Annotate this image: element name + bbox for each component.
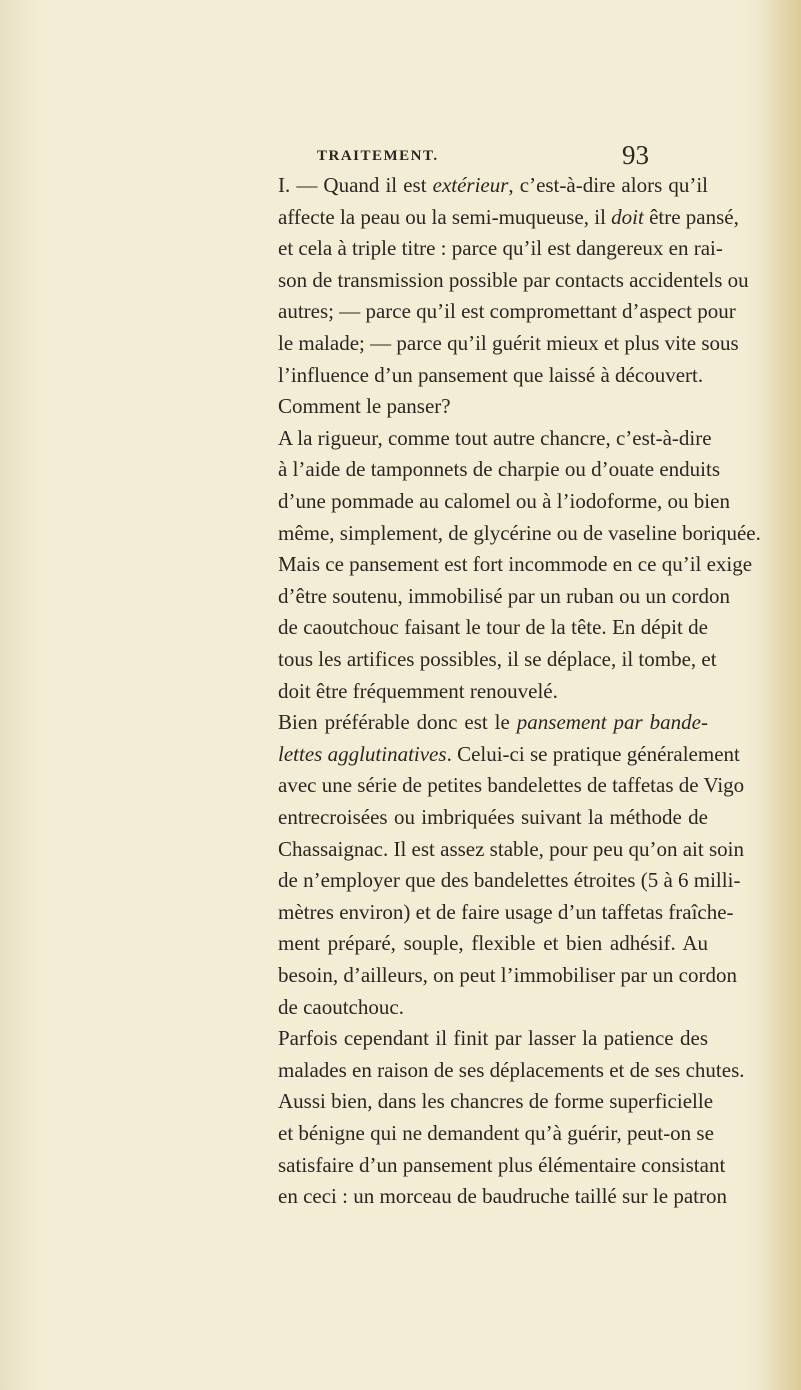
text-line (278, 518, 761, 548)
text-run: de caoutchouc faisant le tour de la tête. En dépit de (278, 615, 708, 640)
text-line (278, 1023, 708, 1053)
text-run: et cela à triple titre : parce qu’il est dangereux en rai- (278, 236, 723, 261)
text-run: en ceci : un morceau de baudruche taillé sur le patron (278, 1184, 727, 1209)
text-run: et bénigne qui ne demandent qu’à guérir, peut-on se (278, 1121, 714, 1145)
text-line (278, 1118, 714, 1148)
text-line (278, 676, 708, 706)
text-line (278, 612, 708, 642)
text-run: Mais ce pansement est fort incommode en ce qu’il exige (278, 552, 753, 577)
text-run: malades en raison de ses déplacements et de ses chutes. (278, 1057, 745, 1082)
text-run: Parfois cependant il finit par lasser la patience des (278, 1026, 708, 1051)
text-line (278, 644, 717, 674)
text-line (278, 1055, 745, 1085)
text-line (278, 265, 749, 295)
text-run: affecte la peau ou la semi-muqueuse, il (278, 204, 612, 229)
text-line (278, 391, 708, 421)
text-run: ment préparé, souple, flexible et bien adhésif. Au (278, 931, 708, 956)
text-run: I. — Quand il est (278, 173, 433, 197)
text-run: Comment le panser? (278, 394, 451, 419)
italic-text: extérieur (432, 173, 509, 197)
text-run: à l’aide de tamponnets de charpie ou d’ouate enduits (278, 457, 721, 482)
text-run: avec une série de petites bandelettes de taffetas de Vigo (278, 773, 745, 798)
text-line (278, 739, 740, 769)
text-run: être pansé, (643, 204, 739, 229)
italic-text: lettes agglutinatives (278, 741, 447, 766)
text-run: tous les artifices possibles, il se déplace, il tombe, et (278, 647, 717, 671)
text-run: Chassaignac. Il est assez stable, pour peu qu’on ait soin (278, 836, 744, 861)
text-line (278, 549, 753, 579)
text-run: même, simplement, de glycérine ou de vaseline boriquée. (278, 520, 761, 545)
text-line (278, 1181, 727, 1211)
text-line (278, 928, 708, 958)
text-line (278, 486, 730, 516)
text-run: de caoutchouc. (278, 994, 404, 1019)
text-line (278, 1150, 726, 1180)
text-run: Aussi bien, dans les chancres de forme superficielle (278, 1089, 714, 1114)
italic-text: pansement par bande- (516, 710, 708, 735)
text-run: Bien préférable donc est le (278, 710, 517, 735)
text-line (278, 202, 739, 232)
text-run: le malade; — parce qu’il guérit mieux et plus vite sous (278, 331, 739, 355)
page-number: 93 (622, 140, 649, 170)
text-line (278, 834, 744, 864)
text-line (278, 581, 730, 611)
text-run: satisfaire d’un pansement plus élémentaire consistant (278, 1152, 726, 1177)
text-line (278, 360, 708, 390)
text-run: d’être soutenu, immobilisé par un ruban ou un cordon (278, 583, 730, 608)
text-run: autres; — parce qu’il est compromettant d’aspect pour (278, 299, 736, 324)
text-line (278, 454, 721, 484)
text-line (278, 170, 708, 200)
text-line (278, 992, 708, 1022)
text-line (278, 865, 741, 895)
text-line (278, 960, 737, 990)
page-edge-stain (761, 0, 801, 1390)
text-line (278, 296, 736, 326)
text-run: l’influence d’un pansement que laissé à découvert. (278, 362, 704, 387)
text-run: A la rigueur, comme tout autre chancre, c’est-à-dire (278, 425, 712, 450)
italic-text: doit (611, 204, 644, 229)
text-run: doit être fréquemment renouvelé. (278, 678, 558, 703)
text-line (278, 423, 712, 453)
text-line (278, 770, 745, 800)
text-run: son de transmission possible par contacts accidentels ou (278, 267, 749, 292)
text-line (278, 233, 723, 263)
text-run: mètres environ) et de faire usage d’un taffetas fraîche- (278, 899, 734, 924)
text-line (278, 1086, 714, 1116)
running-title: TRAITEMENT. (317, 148, 439, 164)
text-run: besoin, d’ailleurs, on peut l’immobiliser par un cordon (278, 963, 737, 987)
text-run: , c’est-à-dire alors qu’il (508, 173, 708, 197)
text-run: d’une pommade au calomel ou à l’iodoforme, ou bien (278, 489, 730, 513)
text-run: entrecroisées ou imbriquées suivant la méthode de (278, 805, 708, 829)
text-line (278, 802, 708, 832)
text-line (278, 707, 708, 737)
text-line (278, 328, 739, 358)
text-line (278, 897, 734, 927)
text-run: . Celui-ci se pratique généralement (446, 741, 740, 766)
text-run: de n’employer que des bandelettes étroites (5 à 6 milli- (278, 868, 741, 893)
